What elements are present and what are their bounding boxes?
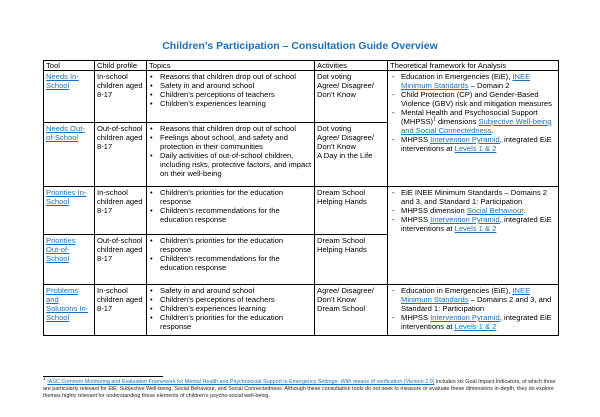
list-item: - MHPSS dimension Social Behaviour.	[390, 206, 556, 215]
topics-list	[149, 124, 312, 178]
list-item: • Children’s experiences learning	[149, 99, 312, 108]
header-topics: Topics	[147, 61, 315, 71]
footnote-ref[interactable]: 1	[433, 116, 436, 123]
list-item: • Children’s priorities for the education response	[149, 188, 312, 206]
framework-list	[390, 188, 556, 233]
activity: Dream School	[317, 188, 366, 197]
activity: Agree/ Disagree/ Don’t Know	[317, 133, 374, 151]
levels-link[interactable]: Levels 1 & 2	[454, 224, 497, 233]
list-item: • Children’s priorities for the education response	[149, 313, 312, 331]
child-profile: In-school children aged 8-17	[95, 285, 147, 336]
intervention-pyramid-link[interactable]: Intervention Pyramid	[430, 313, 500, 322]
activity: Agree/ Disagree/ Don’t Know	[317, 286, 374, 304]
list-item: • Children’s priorities for the education response	[149, 236, 312, 254]
activity: Dot voting	[317, 124, 352, 133]
tool-link-priorities-in-school[interactable]: Priorities In-School	[46, 188, 87, 206]
table-row	[44, 285, 559, 336]
list-item: • Reasons that children drop out of school	[149, 72, 312, 81]
list-item: • Children’s recommendations for the education response	[149, 206, 312, 224]
framework-list	[390, 72, 556, 153]
child-profile: Out-of-school children aged 8-17	[95, 235, 147, 285]
activity: Helping Hands	[317, 197, 367, 206]
intervention-pyramid-link[interactable]: Intervention Pyramid	[430, 215, 500, 224]
footnote-text: includes six Goal Impact Indicators, of which three are particularly relevant for EiE: Subjective Well-being, Social Behaviour, and Social Connectedness. Although these consultation tools do not seek to measure or evaluate these dimensions in-depth, they do explore themes highly relevant for understanding these elements of children’s psycho-social well-being.	[43, 379, 556, 399]
header-row	[44, 61, 559, 71]
iasc-framework-link[interactable]: IASC Common Monitoring and Evaluation Framework for Mental Health and Psychosocial Support in Emergency Settings- With means of verification (Version 2.0)	[47, 379, 435, 385]
tool-link-needs-out-of-school[interactable]: Needs Out-of-School	[46, 124, 85, 142]
list-item: • Children’s perceptions of teachers	[149, 295, 312, 304]
tool-link-priorities-out-of-school[interactable]: Priorities Out-of-School	[46, 236, 76, 263]
topics-list	[149, 188, 312, 224]
activity: A Day in the Life	[317, 151, 373, 160]
activity: Agree/ Disagree/ Don’t Know	[317, 81, 374, 99]
tool-link-problems-and-solutions[interactable]: Problems and Solutions In-School	[46, 286, 89, 322]
list-item: • Safety in and around school	[149, 81, 312, 90]
list-item: • Children’s perceptions of teachers	[149, 90, 312, 99]
list-item: - Child Protection (CP) and Gender-Based Violence (GBV) risk and mitigation measures	[390, 90, 556, 108]
inee-standards-link[interactable]: INEE Minimum Standards	[401, 286, 531, 304]
header-child-profile: Child profile	[95, 61, 147, 71]
header-activities: Activities	[315, 61, 388, 71]
activity: Dream School	[317, 236, 366, 245]
activity: Dream School	[317, 304, 366, 313]
list-item: • Children’s recommendations for the education response	[149, 254, 312, 272]
list-item: • Daily activities of out-of-school children, including risks, protective factors, and impact on their well-being	[149, 151, 312, 178]
inee-standards-link[interactable]: INEE Minimum Standards	[401, 72, 531, 90]
list-item: • Feelings about school, and safety and protection in their communities	[149, 133, 312, 151]
list-item: - Mental Health and Psychosocial Support (MHPSS)$^1$ dimensions Subjective Well-being and Social Connectedness.	[390, 108, 556, 135]
levels-link[interactable]: Levels 1 & 2	[454, 144, 497, 153]
consultation-guide-table	[43, 60, 559, 336]
activity: Helping Hands	[317, 245, 367, 254]
tool-link-needs-in-school[interactable]: Needs In-School	[46, 72, 79, 90]
social-behaviour-link[interactable]: Social Behaviour	[466, 206, 524, 215]
topics-list	[149, 236, 312, 272]
list-item: • Children’s experiences learning	[149, 304, 312, 313]
table-row	[44, 187, 559, 235]
list-item: - MHPSS Intervention Pyramid, integrated EiE interventions at Levels 1 & 2	[390, 135, 556, 153]
activity: Dot voting	[317, 72, 352, 81]
intervention-pyramid-link[interactable]: Intervention Pyramid	[430, 135, 500, 144]
list-item: - MHPSS Intervention Pyramid, integrated EiE interventions at Levels 1 & 2	[390, 313, 556, 331]
header-framework: Theoretical framework for Analysis	[388, 61, 559, 71]
header-tool: Tool	[44, 61, 95, 71]
list-item: • Safety in and around school	[149, 286, 312, 295]
list-item: - EiE INEE Minimum Standards – Domains 2 and 3, and Standard 1: Participation	[390, 188, 556, 206]
list-item: • Reasons that children drop out of school	[149, 124, 312, 133]
table-row	[44, 71, 559, 123]
footnote-number: 1	[43, 376, 46, 383]
list-item: - Education in Emergencies (EiE), INEE Minimum Standards – Domain 2	[390, 72, 556, 90]
footnote-divider	[43, 376, 163, 377]
framework-list	[390, 286, 556, 331]
list-item: - MHPSS Intervention Pyramid, integrated EiE interventions at Levels 1 & 2	[390, 215, 556, 233]
subjective-wellbeing-link[interactable]: Subjective Well-being and Social Connectedness	[401, 117, 552, 135]
topics-list	[149, 72, 312, 108]
topics-list	[149, 286, 312, 331]
footnote	[43, 376, 561, 400]
child-profile: Out-of-school children aged 8-17	[95, 123, 147, 187]
child-profile: In-school children aged 8-17	[95, 187, 147, 235]
child-profile: In-school children aged 8-17	[95, 71, 147, 123]
list-item: - Education in Emergencies (EiE), INEE Minimum Standards – Domains 2 and 3, and Standard 1: Participation	[390, 286, 556, 313]
levels-link[interactable]: Levels 1 & 2	[454, 322, 497, 331]
page-title: Children’s Participation – Consultation Guide Overview	[162, 40, 438, 52]
